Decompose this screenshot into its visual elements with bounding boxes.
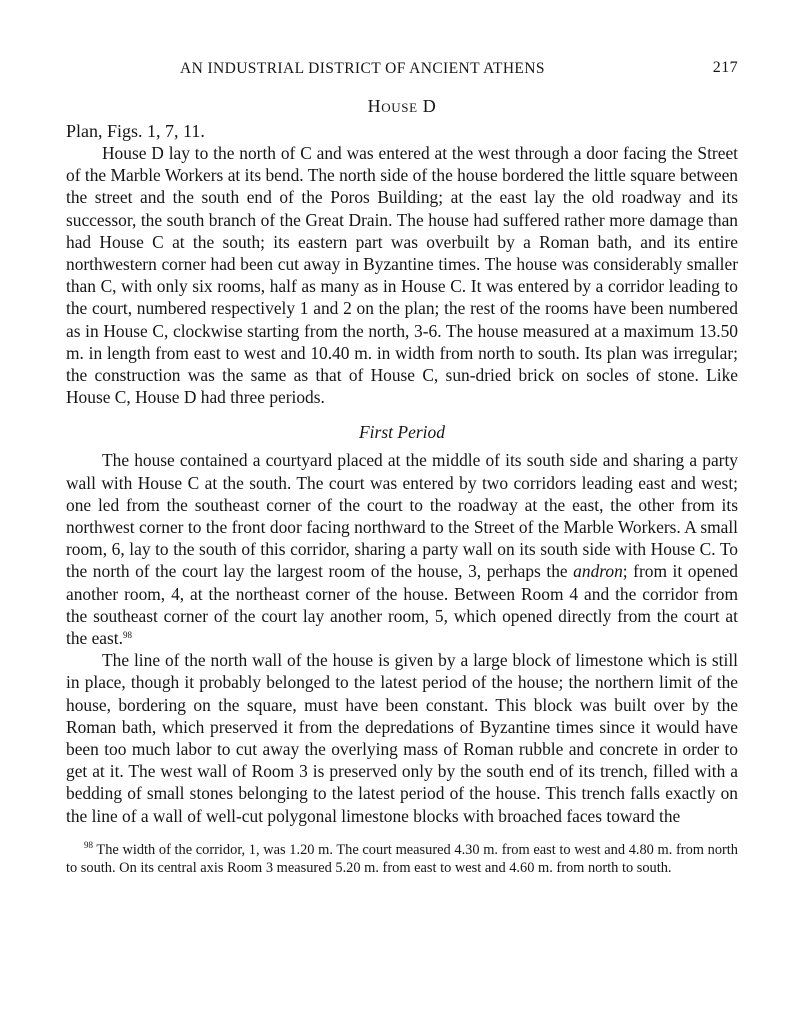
page [66,56,738,877]
footnote-text: The width of the corridor, 1, was 1.20 m. The court measured 4.30 m. from east to west and 4.80 m. from north to south. On its central axis Room 3 measured 5.20 m. from east to west and 4.60 m. from north to south. [66,841,738,876]
paragraph-2-text-a: The house contained a courtyard placed at the middle of its south side and sharing a party wall with House C at the south. The court was entered by two corridors leading east and west; one led from the southeast corner of the court to the roadway at the east, the other from its northwest corner to the front door facing northward to the Street of the Marble Workers. A small room, 6, lay to the south of this corridor, sharing a party wall on its south side with House C. To the north of the court lay the largest room of the house, 3, perhaps the [66,450,738,582]
subhead-first-period: First Period [358,422,446,443]
section-title: House D [367,96,437,116]
footnote-marker: 98 [84,839,93,850]
footnote [66,841,738,877]
paragraph-2 [66,449,738,649]
running-title: AN INDUSTRIAL DISTRICT OF ANCIENT ATHENS [180,60,545,77]
footnote-reference[interactable]: 98 [122,630,132,641]
paragraph-2-text-b: ; from it opened another room, 4, at the northeast corner of the house. Between Room 4 and the corridor from the southeast corner of the court lay another room, 5, which opened directly from the court at the east. [66,561,738,649]
plan-reference: Plan, Figs. 1, 7, 11. [66,121,205,141]
paragraph-2-italic-term: andron [573,561,623,582]
page-number: 217 [712,59,738,76]
paragraph-3: The line of the north wall of the house is given by a large block of limestone which is still in place, though it probably belonged to the latest period of the house; the northern limit of the house, bordering on the square, must have been constant. This block was built over by the Roman bath, which preserved it from the depredations of Byzantine times since it would have been too much labor to cut away the overlying mass of Roman rubble and concrete in order to get at it. The west wall of Room 3 is preserved only by the south end of its trench, filled with a bedding of small stones belonging to the latest period of the house. This trench falls exactly on the line of a wall of well-cut polygonal limestone blocks with broached faces toward the [66,650,738,826]
paragraph-1: House D lay to the north of C and was entered at the west through a door facing the Street of the Marble Workers at its bend. The north side of the house bordered the little square between the street and the south end of the Poros Building; at the east lay the old roadway and its successor, the south branch of the Great Drain. The house had suffered rather more damage than had House C at the south; its eastern part was overbuilt by a Roman bath, and its entire northwestern corner had been cut away in Byzantine times. The house was considerably smaller than C, with only six rooms, half as many as in House C. It was entered by a corridor leading to the court, numbered respectively 1 and 2 on the plan; the rest of the rooms have been numbered as in House C, clockwise starting from the north, 3-6. The house measured at a maximum 13.50 m. in length from east to west and 10.40 m. in width from north to south. Its plan was irregular; the construction was the same as that of House C, sun-dried brick on socles of stone. Like House C, House D had three periods. [66,143,738,408]
running-head [66,56,738,80]
